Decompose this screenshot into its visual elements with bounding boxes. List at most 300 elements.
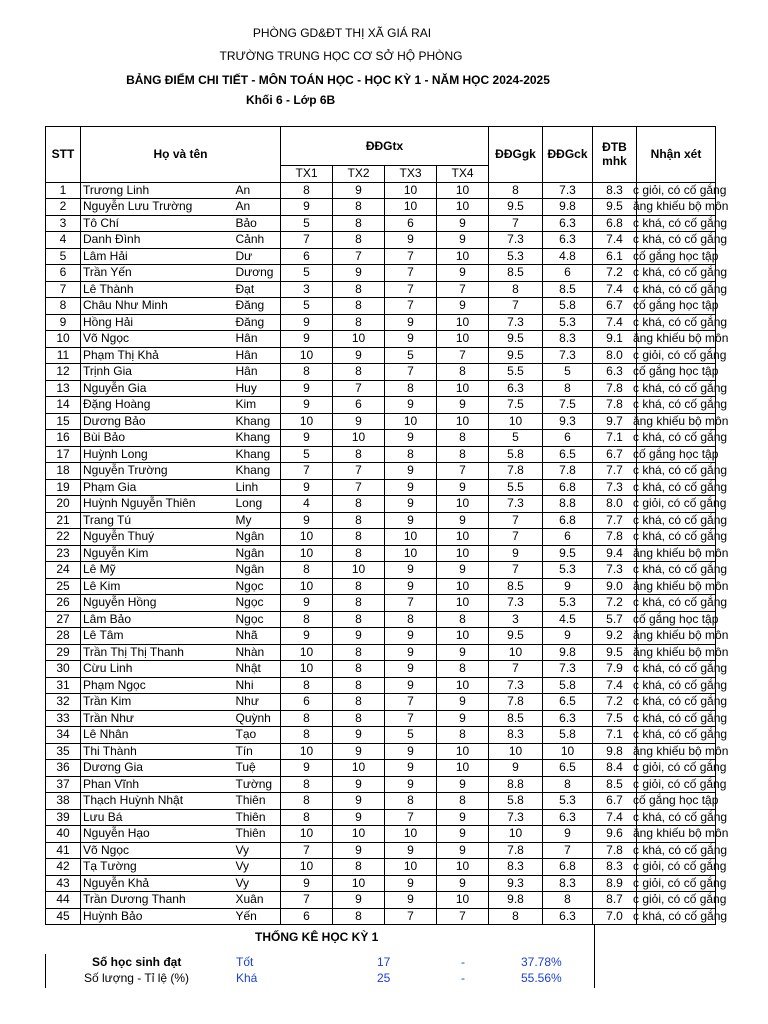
cell-given-name: Thiên [234,809,281,826]
cell-tx4: 10 [437,380,489,397]
cell-tx4: 10 [437,628,489,645]
cell-ddggk: 5.8 [489,793,543,810]
cell-tx4: 8 [437,727,489,744]
cell-given-name: Như [234,694,281,711]
cell-ddgck: 9 [543,826,593,843]
table-row [46,776,716,793]
cell-dtb: 7.8 [593,380,637,397]
cell-tx4: 9 [437,644,489,661]
cell-tx3: 9 [385,743,437,760]
cell-tx3: 9 [385,760,437,777]
cell-tx4: 8 [437,364,489,381]
cell-tx1: 10 [281,743,333,760]
cell-stt: 18 [46,463,81,480]
cell-tx2: 8 [333,512,385,529]
cell-ddggk: 6.3 [489,380,543,397]
cell-dtb: 9.5 [593,644,637,661]
cell-tx2: 9 [333,743,385,760]
cell-surname: Trang Tú [81,512,234,529]
table-row [46,413,716,430]
cell-tx3: 9 [385,479,437,496]
table-row [46,545,716,562]
cell-comment [633,628,729,645]
cell-dtb: 7.8 [593,529,637,546]
cell-comment [633,446,719,463]
cell-tx2: 9 [333,347,385,364]
cell-stt: 9 [46,314,81,331]
cell-ddggk: 8.3 [489,859,543,876]
cell-tx4: 9 [437,265,489,282]
cell-ddgck: 6 [543,430,593,447]
cell-tx4: 7 [437,347,489,364]
cell-tx1: 9 [281,760,333,777]
table-row [46,364,716,381]
cell-tx2: 10 [333,562,385,579]
cell-ddgck: 6 [543,265,593,282]
cell-comment [633,892,727,909]
cell-ddgck: 8.5 [543,281,593,298]
cell-stt: 26 [46,595,81,612]
cell-given-name: My [234,512,281,529]
cell-tx2: 9 [333,776,385,793]
comment-text: c khá, có cố gắng [633,529,728,543]
cell-ddggk: 7.3 [489,809,543,826]
cell-given-name: Vy [234,875,281,892]
cell-given-name: An [234,199,281,216]
cell-tx4: 10 [437,314,489,331]
cell-comment [633,776,727,793]
cell-ddgck: 10 [543,743,593,760]
cell-comment [633,694,728,711]
comment-text: cố gắng học tập [633,611,719,626]
comment-text: ăng khiếu bộ môn [633,628,729,642]
cell-given-name: Ngân [234,529,281,546]
cell-dtb: 6.7 [593,446,637,463]
cell-comment [633,710,728,727]
cell-tx4: 10 [437,760,489,777]
cell-given-name: Đăng [234,298,281,315]
cell-tx4: 9 [437,397,489,414]
cell-comment [633,413,729,430]
cell-ddgck: 6 [543,529,593,546]
cell-comment [633,232,728,249]
cell-dtb: 9.4 [593,545,637,562]
cell-tx1: 7 [281,232,333,249]
cell-surname: Dương Gia [81,760,234,777]
cell-tx4: 8 [437,793,489,810]
cell-tx3: 10 [385,182,437,199]
comment-text: c khá, có cố gắng [633,430,728,444]
cell-dtb: 7.4 [593,809,637,826]
cell-surname: Lâm Bảo [81,611,234,628]
cell-comment [633,529,728,546]
cell-ddgck: 7.8 [543,463,593,480]
cell-ddggk: 9.5 [489,199,543,216]
cell-ddgck: 6.8 [543,859,593,876]
table-row [46,908,716,925]
cell-tx3: 9 [385,512,437,529]
table-row [46,842,716,859]
cell-tx2: 8 [333,578,385,595]
cell-given-name: Tín [234,743,281,760]
cell-comment [633,842,728,859]
cell-comment [633,578,729,595]
cell-tx2: 8 [333,661,385,678]
cell-dtb: 7.1 [593,727,637,744]
cell-tx4: 7 [437,908,489,925]
header-stt: STT [46,127,81,183]
header-dtb: ĐTB mhk [593,127,637,183]
cell-tx1: 10 [281,413,333,430]
comment-text: c khá, có cố gắng [633,281,728,296]
comment-text: cố gắng học tập [633,446,719,461]
cell-surname: Trần Kim [81,694,234,711]
cell-tx4: 10 [437,496,489,513]
cell-ddggk: 8.5 [489,578,543,595]
cell-tx4: 9 [437,842,489,859]
cell-tx1: 10 [281,578,333,595]
cell-surname: Huỳnh Bảo [81,908,234,925]
cell-ddggk: 10 [489,413,543,430]
cell-tx1: 10 [281,529,333,546]
table-row [46,644,716,661]
cell-ddgck: 5.3 [543,314,593,331]
cell-dtb: 9.0 [593,578,637,595]
table-row [46,809,716,826]
stats-dash: - [461,955,465,969]
cell-given-name: An [234,182,281,199]
cell-tx2: 7 [333,248,385,265]
cell-tx1: 10 [281,826,333,843]
cell-tx2: 10 [333,331,385,348]
cell-dtb: 7.2 [593,694,637,711]
cell-tx2: 8 [333,446,385,463]
cell-dtb: 7.4 [593,281,637,298]
cell-given-name: Quỳnh [234,710,281,727]
cell-tx3: 10 [385,859,437,876]
cell-stt: 13 [46,380,81,397]
cell-ddggk: 8 [489,281,543,298]
cell-comment [633,463,728,480]
comment-text: c khá, có cố gắng [633,562,728,576]
table-row [46,793,716,810]
cell-tx2: 7 [333,479,385,496]
cell-tx4: 10 [437,677,489,694]
cell-tx3: 6 [385,215,437,232]
cell-dtb: 8.7 [593,892,637,909]
cell-stt: 43 [46,875,81,892]
cell-ddggk: 8.8 [489,776,543,793]
comment-text: ăng khiếu bộ môn [633,644,729,659]
cell-tx1: 9 [281,314,333,331]
cell-given-name: Yến [234,908,281,925]
cell-ddgck: 8.3 [543,875,593,892]
cell-tx3: 5 [385,347,437,364]
cell-tx2: 8 [333,281,385,298]
cell-dtb: 7.7 [593,463,637,480]
cell-surname: Lê Kim [81,578,234,595]
cell-tx2: 8 [333,232,385,249]
cell-surname: Châu Như Minh [81,298,234,315]
cell-tx2: 8 [333,215,385,232]
cell-tx3: 10 [385,529,437,546]
comment-text: cố gắng học tập [633,248,719,263]
cell-tx2: 8 [333,314,385,331]
header-tx3: TX3 [385,166,437,183]
comment-text: c giỏi, có cố gắng [633,347,727,362]
cell-comment [633,512,728,529]
cell-surname: Danh Đình [81,232,234,249]
cell-stt: 16 [46,430,81,447]
cell-tx1: 8 [281,710,333,727]
cell-surname: Tạ Tường [81,859,234,876]
cell-tx1: 10 [281,644,333,661]
cell-tx1: 9 [281,397,333,414]
cell-ddggk: 9 [489,760,543,777]
cell-tx1: 5 [281,446,333,463]
cell-given-name: Ngân [234,562,281,579]
cell-tx2: 9 [333,727,385,744]
cell-dtb: 7.3 [593,479,637,496]
cell-tx4: 9 [437,694,489,711]
cell-dtb: 7.4 [593,677,637,694]
header-comment: Nhận xét [637,127,716,183]
cell-ddggk: 10 [489,743,543,760]
cell-given-name: Nhi [234,677,281,694]
comment-text: c giỏi, có cố gắng [633,182,727,197]
cell-given-name: Khang [234,463,281,480]
cell-ddgck: 6.3 [543,908,593,925]
comment-text: c khá, có cố gắng [633,215,728,230]
table-row [46,232,716,249]
cell-comment [633,743,729,760]
cell-tx2: 8 [333,859,385,876]
cell-dtb: 7.3 [593,562,637,579]
comment-text: c khá, có cố gắng [633,908,728,923]
comment-text: c khá, có cố gắng [633,512,728,527]
cell-tx4: 9 [437,562,489,579]
comment-text: c giỏi, có cố gắng [633,496,727,510]
cell-stt: 23 [46,545,81,562]
cell-stt: 25 [46,578,81,595]
cell-dtb: 9.2 [593,628,637,645]
comment-text: cố gắng học tập [633,364,719,378]
comment-text: c giỏi, có cố gắng [633,760,727,774]
cell-tx3: 9 [385,463,437,480]
cell-given-name: Ngọc [234,578,281,595]
cell-comment [633,496,727,513]
cell-surname: Nguyễn Hồng [81,595,234,612]
comment-text: ăng khiếu bộ môn [633,578,729,593]
cell-ddgck: 8.3 [543,331,593,348]
cell-tx3: 7 [385,298,437,315]
cell-tx2: 9 [333,793,385,810]
cell-comment [633,397,728,414]
table-row [46,380,716,397]
header-ddgtx: ĐĐGtx [281,127,489,166]
cell-tx4: 9 [437,826,489,843]
cell-surname: Cừu Linh [81,661,234,678]
cell-stt: 32 [46,694,81,711]
cell-ddgck: 9.8 [543,644,593,661]
cell-stt: 27 [46,611,81,628]
cell-tx1: 5 [281,215,333,232]
cell-comment [633,760,727,777]
cell-ddgck: 8 [543,892,593,909]
cell-tx4: 10 [437,331,489,348]
cell-surname: Nguyễn Lưu Trường [81,199,234,216]
cell-tx3: 7 [385,694,437,711]
cell-given-name: Đạt [234,281,281,298]
cell-dtb: 7.9 [593,661,637,678]
cell-stt: 3 [46,215,81,232]
cell-tx1: 6 [281,908,333,925]
cell-surname: Lưu Bá [81,809,234,826]
cell-given-name: Nhã [234,628,281,645]
stats-pct: 55.56% [521,971,562,985]
cell-tx1: 9 [281,331,333,348]
cell-given-name: Cảnh [234,232,281,249]
table-row [46,199,716,216]
table-row [46,562,716,579]
cell-comment [633,380,728,397]
cell-surname: Tô Chí [81,215,234,232]
cell-comment [633,314,728,331]
cell-surname: Thi Thành [81,743,234,760]
comment-text: c khá, có cố gắng [633,265,728,279]
cell-comment [633,479,728,496]
cell-given-name: Ngọc [234,611,281,628]
cell-comment [633,182,727,199]
table-row [46,875,716,892]
comment-text: c giỏi, có cố gắng [633,776,727,791]
cell-tx1: 8 [281,727,333,744]
table-row [46,529,716,546]
cell-tx4: 10 [437,545,489,562]
cell-tx1: 8 [281,677,333,694]
cell-dtb: 7.4 [593,232,637,249]
cell-stt: 11 [46,347,81,364]
cell-ddggk: 7 [489,529,543,546]
cell-tx1: 6 [281,694,333,711]
cell-tx3: 9 [385,314,437,331]
cell-tx1: 8 [281,182,333,199]
table-row [46,677,716,694]
cell-tx3: 9 [385,661,437,678]
table-row [46,694,716,711]
cell-ddggk: 8 [489,908,543,925]
cell-ddggk: 7.3 [489,677,543,694]
cell-comment [633,265,728,282]
cell-tx4: 9 [437,298,489,315]
cell-dtb: 9.5 [593,199,637,216]
cell-ddgck: 5.8 [543,727,593,744]
cell-surname: Phạm Thị Khả [81,347,234,364]
cell-dtb: 7.7 [593,512,637,529]
department-name: PHÒNG GD&ĐT THỊ XÃ GIÁ RAI [252,26,432,40]
comment-text: c khá, có cố gắng [633,727,728,741]
cell-tx4: 10 [437,413,489,430]
cell-tx4: 10 [437,248,489,265]
cell-ddggk: 7.3 [489,595,543,612]
cell-given-name: Vy [234,842,281,859]
cell-ddggk: 7 [489,512,543,529]
cell-stt: 1 [46,182,81,199]
cell-surname: Nguyễn Kim [81,545,234,562]
cell-dtb: 6.3 [593,364,637,381]
cell-stt: 22 [46,529,81,546]
cell-surname: Hồng Hải [81,314,234,331]
cell-tx2: 8 [333,908,385,925]
cell-tx1: 7 [281,463,333,480]
cell-comment [633,298,719,315]
cell-surname: Võ Ngọc [81,842,234,859]
cell-stt: 41 [46,842,81,859]
comment-text: ăng khiếu bộ môn [633,331,729,345]
cell-comment [633,611,719,628]
cell-tx4: 10 [437,595,489,612]
cell-tx4: 8 [437,430,489,447]
cell-tx4: 8 [437,611,489,628]
cell-tx4: 10 [437,529,489,546]
cell-tx2: 8 [333,545,385,562]
cell-surname: Trịnh Gia [81,364,234,381]
cell-given-name: Hân [234,364,281,381]
stats-label-passed: Số học sinh đạt [92,955,182,969]
cell-stt: 5 [46,248,81,265]
comment-text: c khá, có cố gắng [633,380,728,395]
cell-tx3: 9 [385,628,437,645]
cell-tx3: 9 [385,677,437,694]
cell-surname: Lê Nhân [81,727,234,744]
cell-comment [633,677,728,694]
table-row [46,446,716,463]
cell-stt: 15 [46,413,81,430]
cell-stt: 31 [46,677,81,694]
cell-dtb: 8.5 [593,776,637,793]
cell-tx3: 7 [385,595,437,612]
comment-text: ăng khiếu bộ môn [633,199,729,213]
stats-count: 17 [377,955,391,969]
cell-ddgck: 6.5 [543,694,593,711]
cell-ddgck: 9 [543,578,593,595]
cell-tx2: 9 [333,842,385,859]
cell-stt: 21 [46,512,81,529]
cell-dtb: 8.4 [593,760,637,777]
cell-ddgck: 9.3 [543,413,593,430]
cell-given-name: Thiên [234,793,281,810]
cell-tx1: 6 [281,248,333,265]
cell-stt: 6 [46,265,81,282]
cell-tx3: 10 [385,545,437,562]
table-row [46,727,716,744]
table-row [46,859,716,876]
cell-stt: 17 [46,446,81,463]
cell-tx3: 7 [385,281,437,298]
cell-tx4: 10 [437,578,489,595]
cell-ddgck: 7.3 [543,347,593,364]
school-name: TRƯỜNG TRUNG HỌC CƠ SỞ HỘ PHÒNG [219,49,463,63]
cell-tx4: 10 [437,859,489,876]
cell-surname: Dương Bảo [81,413,234,430]
cell-comment [633,199,729,216]
cell-ddggk: 3 [489,611,543,628]
cell-ddggk: 7.3 [489,232,543,249]
cell-ddggk: 7.8 [489,842,543,859]
cell-stt: 35 [46,743,81,760]
cell-given-name: Vy [234,859,281,876]
cell-tx1: 4 [281,496,333,513]
